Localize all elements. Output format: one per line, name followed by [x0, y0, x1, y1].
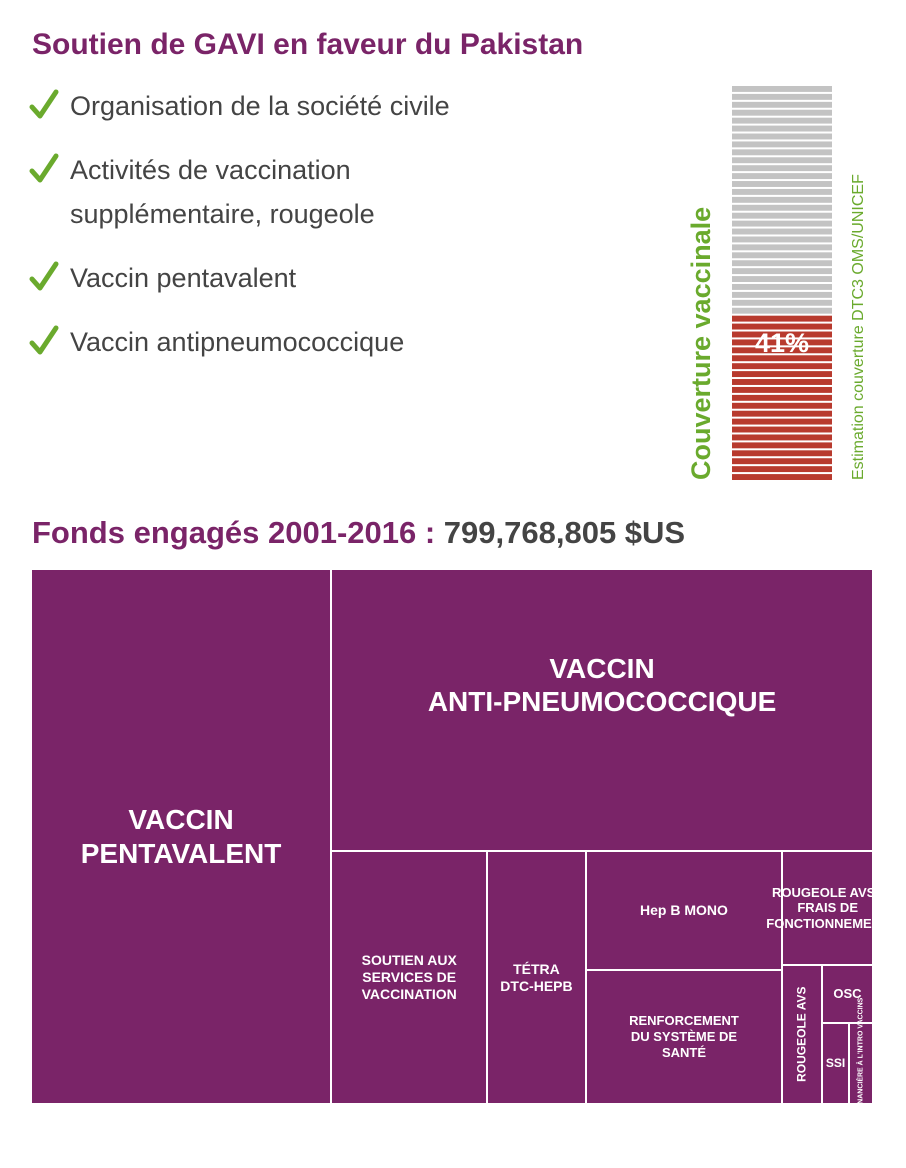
treemap-cell-label: SOUTIEN AUX SERVICES DE VACCINATION: [361, 952, 457, 1003]
coverage-empty-segment: [732, 86, 832, 92]
treemap-cell: [783, 966, 821, 1103]
treemap-cell-label: ROUGEOLE AVS - FRAIS DE FONCTIONNEMENT: [766, 884, 890, 931]
coverage-filled-segment: [732, 316, 832, 322]
support-item-label: Organisation de la société civile: [70, 91, 450, 121]
coverage-empty-segment: [732, 308, 832, 314]
treemap-cell: [823, 1024, 848, 1103]
check-mark-icon: [30, 88, 58, 120]
coverage-empty-segment: [732, 157, 832, 163]
page-title: Soutien de GAVI en faveur du Pakistan: [32, 28, 584, 61]
coverage-filled-segment: [732, 403, 832, 409]
coverage-empty-segment: [732, 229, 832, 235]
treemap-cell-label: OSC: [833, 986, 862, 1002]
coverage-filled-segment: [732, 450, 832, 456]
coverage-empty-segment: [732, 165, 832, 171]
treemap-cell-label: RENFORCEMENT DU SYSTÈME DE SANTÉ: [629, 1013, 739, 1060]
treemap-cell: [587, 971, 782, 1103]
support-item: [30, 148, 650, 236]
coverage-filled-segment: [732, 371, 832, 377]
coverage-filled-segment: [732, 395, 832, 401]
coverage-empty-segment: [732, 260, 832, 266]
coverage-empty-segment: [732, 94, 832, 100]
treemap-cell-label: TÉTRA DTC-HEPB: [500, 960, 573, 994]
support-item-label: Activités de vaccination supplémentaire, rougeole: [70, 155, 375, 229]
coverage-filled-segment: [732, 427, 832, 433]
coverage-empty-segment: [732, 221, 832, 227]
coverage-filled-segment: [732, 474, 832, 480]
funds-value: 799,768,805 $US: [443, 515, 686, 550]
treemap-cell: [766, 852, 890, 964]
treemap-cell: [332, 852, 486, 1103]
coverage-empty-segment: [732, 244, 832, 250]
coverage-empty-segment: [732, 197, 832, 203]
funds-heading: [32, 515, 685, 551]
support-item: [30, 84, 650, 128]
support-item: [30, 256, 650, 300]
treemap-cell: [32, 570, 330, 1103]
coverage-filled-segment: [732, 442, 832, 448]
coverage-empty-segment: [732, 141, 832, 147]
check-mark-icon: [30, 260, 58, 292]
coverage-empty-segment: [732, 102, 832, 108]
treemap-cell: [850, 998, 872, 1130]
treemap-cell: [587, 852, 782, 968]
coverage-empty-segment: [732, 236, 832, 242]
coverage-empty-segment: [732, 276, 832, 282]
treemap-cell-label: VACCIN PENTAVALENT: [80, 803, 282, 869]
treemap-cell-label: ROUGEOLE AVS: [794, 986, 809, 1083]
treemap-cell-label: AIDE FINANCIÈRE À L'INTRO VACCINS: [856, 998, 864, 1130]
coverage-chart: [670, 80, 880, 490]
coverage-empty-segment: [732, 284, 832, 290]
coverage-empty-segment: [732, 181, 832, 187]
coverage-empty-segment: [732, 134, 832, 140]
treemap-cell: [488, 852, 584, 1103]
coverage-empty-segment: [732, 149, 832, 155]
check-mark-icon: [30, 324, 58, 356]
treemap-cell-label: Hep B MONO: [640, 902, 728, 919]
coverage-empty-segment: [732, 252, 832, 258]
coverage-empty-segment: [732, 110, 832, 116]
coverage-empty-segment: [732, 126, 832, 132]
coverage-filled-segment: [732, 411, 832, 417]
coverage-empty-segment: [732, 213, 832, 219]
treemap-cell-label: VACCIN ANTI-PNEUMOCOCCIQUE: [427, 652, 777, 718]
coverage-filled-segment: [732, 387, 832, 393]
coverage-empty-segment: [732, 189, 832, 195]
support-item-label: Vaccin antipneumococcique: [70, 327, 405, 357]
coverage-empty-segment: [732, 268, 832, 274]
support-item-label: Vaccin pentavalent: [70, 263, 297, 293]
coverage-filled-segment: [732, 466, 832, 472]
coverage-data-label: 41%: [754, 328, 810, 358]
coverage-empty-segment: [732, 292, 832, 298]
coverage-filled-segment: [732, 363, 832, 369]
support-list: [30, 84, 650, 384]
coverage-filled-segment: [732, 434, 832, 440]
coverage-chart-title: Couverture vaccinale: [686, 206, 716, 480]
check-mark-icon: [30, 152, 58, 184]
coverage-bar: [732, 86, 832, 480]
coverage-filled-segment: [732, 458, 832, 464]
coverage-chart-subtitle: Estimation couverture DTC3 OMS/UNICEF: [850, 174, 867, 480]
support-item: [30, 320, 650, 364]
coverage-empty-segment: [732, 118, 832, 124]
coverage-empty-segment: [732, 205, 832, 211]
funds-treemap: [32, 570, 890, 1130]
coverage-filled-segment: [732, 379, 832, 385]
treemap-cell-label: SSI: [825, 1056, 846, 1071]
coverage-empty-segment: [732, 300, 832, 306]
treemap-cell: [332, 570, 872, 850]
coverage-filled-segment: [732, 419, 832, 425]
funds-label: Fonds engagés 2001-2016 :: [32, 515, 436, 550]
coverage-empty-segment: [732, 173, 832, 179]
